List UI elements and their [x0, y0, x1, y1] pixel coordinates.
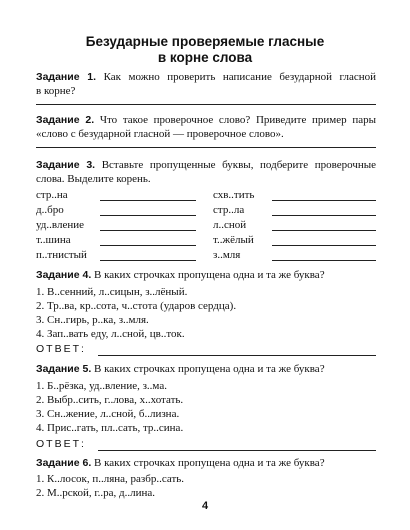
fill-blank[interactable]: [272, 215, 376, 216]
task4-option: 4. Зап..вать еду, л..сной, цв..ток.: [36, 328, 185, 340]
task1-label: Задание 1.: [36, 71, 97, 83]
task2-label: Задание 2.: [36, 114, 95, 126]
word-left: стр..на: [36, 189, 68, 201]
word-right: схв..тить: [213, 189, 255, 201]
task6-line1: [36, 456, 376, 470]
task3-text-2: слова. Выделите корень.: [36, 173, 151, 185]
task5-option: 3. Сн..жение, л..сной, б..лизна.: [36, 408, 180, 420]
task5-question: В каких строчках пропущена одна и та же буква?: [93, 363, 325, 375]
task6-question: В каких строчках пропущена одна и та же буква?: [93, 457, 325, 469]
fill-blank[interactable]: [272, 200, 376, 201]
task5-option: 1. Б..рёзка, уд..вление, з..ма.: [36, 380, 167, 392]
fill-blank[interactable]: [272, 230, 376, 231]
task3-text-1: Вставьте пропущенные буквы, подберите проверочные: [101, 159, 377, 171]
fill-blank[interactable]: [272, 260, 376, 261]
task2-text-1: Что такое проверочное слово? Приведите пример пары: [99, 114, 376, 126]
task2-answer-line[interactable]: [36, 147, 376, 148]
task4-option: 3. Сн..гирь, р..ка, з..мля.: [36, 314, 149, 326]
task5-line1: [36, 362, 376, 376]
task6-option: 1. К..лосок, п..ляна, разбр..сать.: [36, 473, 185, 485]
word-right: т..жёлый: [213, 234, 254, 246]
task4-label: Задание 4.: [36, 269, 92, 281]
task1-line1: [36, 70, 376, 84]
task1-text-1: Как можно проверить написание безударной гласной: [103, 71, 377, 83]
task3-line1: [36, 158, 376, 172]
word-left: д..бро: [36, 204, 64, 216]
fill-blank[interactable]: [100, 200, 196, 201]
task1-text-2: в корне?: [36, 85, 76, 97]
page-number: 4: [201, 500, 209, 512]
task4-line1: [36, 268, 376, 282]
word-left: т..шина: [36, 234, 71, 246]
word-left: уд..вление: [36, 219, 84, 231]
fill-blank[interactable]: [100, 245, 196, 246]
task2-line1: [36, 113, 376, 127]
fill-blank[interactable]: [272, 245, 376, 246]
task5-option: 2. Выбр..сить, г..лова, х..хотать.: [36, 394, 184, 406]
page-title-line1: Безударные проверяемые гласные: [85, 34, 325, 49]
fill-blank[interactable]: [100, 260, 196, 261]
task6-option: 2. М..рской, г..ра, д..лина.: [36, 487, 155, 499]
task4-option: 1. В..сенний, л..сицын, з..лёный.: [36, 286, 188, 298]
word-left: п..тнистый: [36, 249, 87, 261]
task5-answer-label: ОТВЕТ:: [36, 438, 86, 450]
task5-answer-line[interactable]: [98, 450, 376, 451]
fill-blank[interactable]: [100, 215, 196, 216]
task4-answer-line[interactable]: [98, 355, 376, 356]
task4-question: В каких строчках пропущена одна и та же буква?: [93, 269, 325, 281]
task4-option: 2. Тр..ва, кр..сота, ч..стота (ударов сердца).: [36, 300, 237, 312]
fill-blank[interactable]: [100, 230, 196, 231]
word-right: з..мля: [213, 249, 241, 261]
task3-label: Задание 3.: [36, 159, 96, 171]
word-right: л..сной: [213, 219, 247, 231]
task1-answer-line[interactable]: [36, 104, 376, 105]
task5-option: 4. Прис..гать, пл..сать, тр..сина.: [36, 422, 184, 434]
task6-label: Задание 6.: [36, 457, 92, 469]
word-right: стр..ла: [213, 204, 245, 216]
page-title-line2: в корне слова: [157, 50, 253, 65]
task4-answer-label: ОТВЕТ:: [36, 343, 86, 355]
task5-label: Задание 5.: [36, 363, 92, 375]
task2-text-2: «слово с безударной гласной — проверочное слово».: [36, 128, 284, 140]
